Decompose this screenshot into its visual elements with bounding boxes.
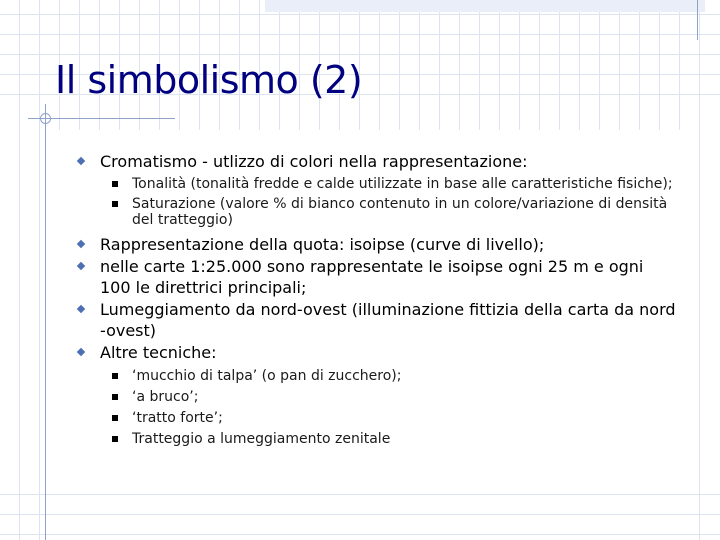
sub-bullet-item [78, 176, 678, 192]
slide-body [78, 150, 678, 453]
diamond-bullet-icon [77, 240, 85, 248]
bullet-item [78, 256, 678, 298]
sub-bullet-item [78, 431, 678, 447]
sub-bullet-text: ‘tratto forte’; [132, 410, 223, 426]
sub-bullet-text: Tratteggio a lumeggiamento zenitale [132, 431, 391, 447]
diamond-bullet-icon [77, 262, 85, 270]
sub-bullet-text: Tonalità (tonalità fredde e calde utilizzate in base alle caratteristiche fisiche); [132, 176, 673, 192]
bullet-item [78, 234, 678, 255]
slide-title: Il simbolismo (2) [55, 58, 363, 102]
bullet-item [78, 299, 678, 341]
square-bullet-icon [112, 373, 118, 379]
square-bullet-icon [112, 415, 118, 421]
top-accent-bar [265, 0, 705, 12]
sub-bullet-text: ‘mucchio di talpa’ (o pan di zucchero); [132, 368, 402, 384]
sub-bullet-item [78, 410, 678, 426]
sub-bullet-text: Saturazione (valore % di bianco contenuto in un colore/variazione di densità del tratteggio) [132, 196, 668, 228]
diamond-bullet-icon [77, 157, 85, 165]
diamond-bullet-icon [77, 348, 85, 356]
bullet-item [78, 151, 678, 172]
bullet-text: Altre tecniche: [100, 343, 217, 362]
bullet-text: Cromatismo - utlizzo di colori nella rappresentazione: [100, 152, 528, 171]
bullet-text: Lumeggiamento da nord-ovest (illuminazione fittizia della carta da nord -ovest) [100, 300, 676, 340]
square-bullet-icon [112, 436, 118, 442]
bullet-item [78, 342, 678, 363]
bullet-text: nelle carte 1:25.000 sono rappresentate le isoipse ogni 25 m e ogni 100 le direttrici principali; [100, 257, 644, 297]
square-bullet-icon [112, 394, 118, 400]
sub-list [78, 176, 678, 228]
sub-list [78, 368, 678, 447]
sub-bullet-item [78, 368, 678, 384]
sub-bullet-text: ‘a bruco’; [132, 389, 199, 405]
diamond-bullet-icon [77, 305, 85, 313]
bullet-text: Rappresentazione della quota: isoipse (curve di livello); [100, 235, 545, 254]
sub-bullet-item [78, 196, 678, 228]
square-bullet-icon [112, 201, 118, 207]
sub-bullet-item [78, 389, 678, 405]
square-bullet-icon [112, 181, 118, 187]
